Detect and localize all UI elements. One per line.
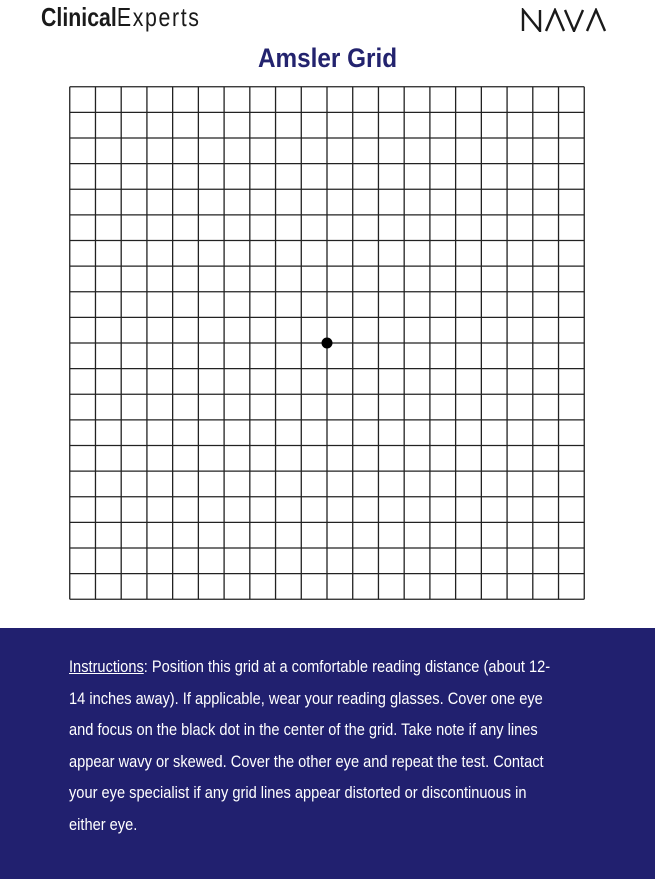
brand-light-text: Experts <box>116 2 201 32</box>
instructions-text <box>69 651 551 840</box>
instructions-label: Instructions <box>69 657 144 676</box>
clinical-experts-logo <box>41 2 201 32</box>
instructions-body: : Position this grid at a comfortable reading distance (about 12-14 inches away). If applicable, wear your reading glasses. Cover one eye and focus on the black dot in the center of the grid. Take note if any lines appear wavy or skewed. Cover the other eye and repeat the test. Contact your eye specialist if any grid lines appear distorted or discontinuous in either eye. <box>69 657 551 834</box>
page-title: Amsler Grid <box>257 43 398 73</box>
center-dot <box>322 338 333 349</box>
amsler-grid <box>69 86 585 600</box>
nava-wordmark-icon <box>521 8 608 32</box>
brand-bold-text: Clinical <box>41 2 117 32</box>
